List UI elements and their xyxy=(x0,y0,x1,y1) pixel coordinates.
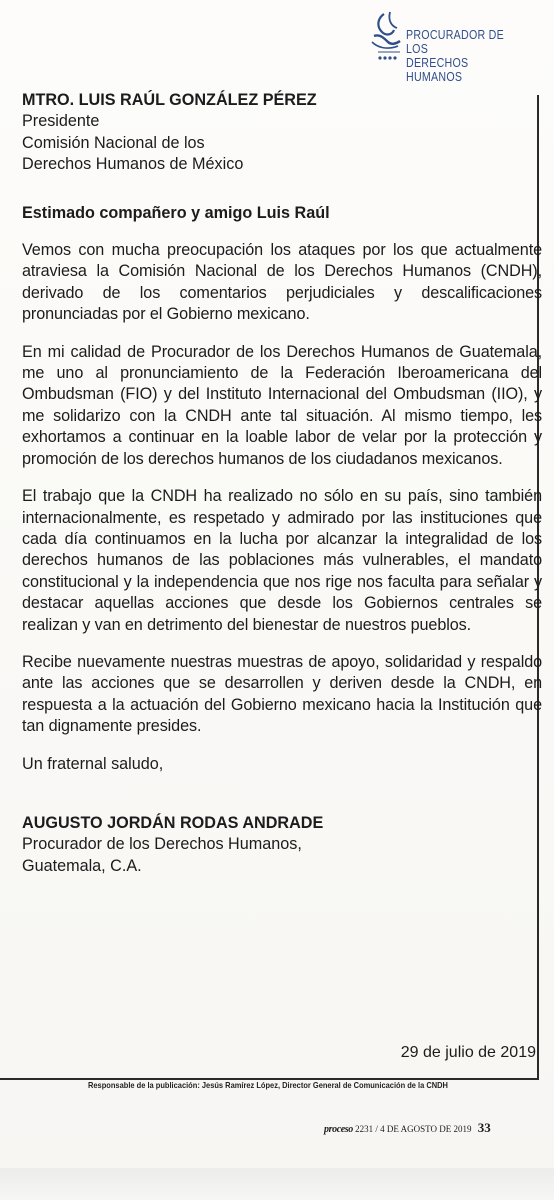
recipient-org-line-2: Derechos Humanos de México xyxy=(22,155,244,174)
letter-body xyxy=(22,90,542,877)
recipient-block xyxy=(22,90,542,176)
page-number: 33 xyxy=(477,1120,491,1135)
pdh-emblem-icon xyxy=(364,8,410,64)
signature-place: Guatemala, C.A. xyxy=(22,856,142,875)
logo-line-1: PROCURADOR DE LOS xyxy=(406,27,504,56)
signature-title: Procurador de los Derechos Humanos, xyxy=(22,835,302,854)
closing-salutation: Un fraternal saludo, xyxy=(22,754,164,773)
greeting: Estimado compañero y amigo Luis Raúl xyxy=(22,203,330,222)
page-edge-shadow xyxy=(0,1168,554,1200)
signature-block xyxy=(22,813,542,877)
paragraph-1: Vemos con mucha preocupación los ataques por los que actualmente atraviesa la Comisión Nacional de los Derechos Humanos (CNDH), derivado de los comentarios perjudiciales y descalificaciones pronunciadas por el Gobierno mexicano. xyxy=(22,241,542,324)
recipient-org-line-1: Comisión Nacional de los xyxy=(22,133,205,152)
pdh-logo xyxy=(364,8,546,84)
issue-info: 2231 / 4 DE AGOSTO DE 2019 xyxy=(355,1124,472,1134)
paragraph-2: En mi calidad de Procurador de los Derechos Humanos de Guatemala, me uno al pronunciamiento de la Federación Iberoamericana del Ombudsman (FIO) y del Instituto Internacional del Ombudsman (IIO), y me solidarizo con la CNDH ante tal situación. Al mismo tiempo, les exhortamos a continuar en la loable labor de velar por la protección y promoción de los derechos humanos de los ciudadanos mexicanos. xyxy=(22,342,542,468)
publication-responsible-note: Responsable de la publicación: Jesús Ramírez López, Director General de Comunicación de la CNDH xyxy=(88,1080,448,1090)
letter-date: 29 de julio de 2019 xyxy=(400,1044,536,1061)
logo-wordmark xyxy=(406,28,521,84)
paragraph-4: Recibe nuevamente nuestras muestras de apoyo, solidaridad y respaldo ante las acciones que se desarrollen y deriven desde la CNDH, en respuesta a la actuación del Gobierno mexicano hacia la Institución que tan dignamente presides. xyxy=(22,652,542,736)
paragraph-3: El trabajo que la CNDH ha realizado no sólo en su país, sino también internacionalmente, es respetado y admirado por las instituciones que cada día continuamos en la lucha por alcanzar la integralidad de los derechos humanos de las poblaciones más vulnerables, el mandato constitucional y la independencia que nos rige nos faculta para señalar y destacar aquellas acciones que desde los Gobiernos centrales se realizan y van en detrimento del bienestar de nuestros pueblos. xyxy=(22,487,542,634)
recipient-name: MTRO. LUIS RAÚL GONZÁLEZ PÉREZ xyxy=(22,91,317,109)
recipient-title: Presidente xyxy=(22,112,100,131)
signature-name: AUGUSTO JORDÁN RODAS ANDRADE xyxy=(22,813,324,832)
logo-line-2: DERECHOS HUMANOS xyxy=(406,55,469,84)
magazine-footer xyxy=(324,1120,554,1136)
magazine-brand: proceso xyxy=(324,1124,353,1135)
